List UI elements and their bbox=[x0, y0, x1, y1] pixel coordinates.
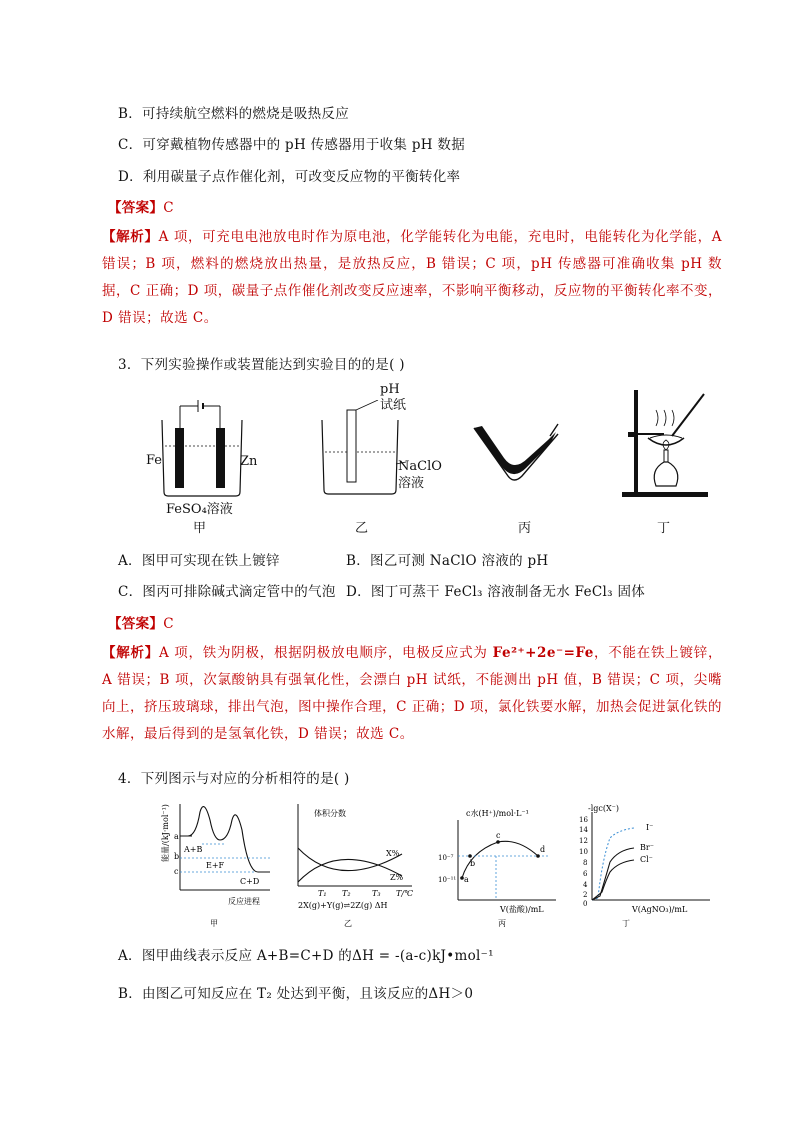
chart-yi-ylabel: 体积分数 bbox=[314, 809, 346, 818]
chart-jia-energy bbox=[144, 800, 284, 930]
chart-ding-ytick-12: 12 bbox=[579, 837, 588, 845]
chart-yi-tick-t1: T₁ bbox=[318, 889, 327, 898]
chart-bing-caption: 丙 bbox=[498, 919, 506, 928]
ph-label-line1: pH bbox=[380, 382, 400, 397]
chart-ding-ytick-10: 10 bbox=[579, 848, 588, 856]
chart-jia-label-b: b bbox=[174, 852, 180, 861]
q2-analysis bbox=[102, 224, 722, 332]
chart-yi-tick-t: T/℃ bbox=[396, 889, 413, 898]
chart-bing-point-a: a bbox=[464, 875, 469, 884]
chart-yi-volume bbox=[292, 800, 432, 930]
chart-bing-h-concentration bbox=[438, 800, 568, 930]
q3-option-c: C．图丙可排除碱式滴定管中的气泡 bbox=[118, 584, 336, 600]
chart-jia-caption: 甲 bbox=[210, 919, 218, 928]
q3-option-b: B．图乙可测 NaClO 溶液的 pH bbox=[346, 553, 549, 569]
q2-option-d: D．利用碳量子点作催化剂，可改变反应物的平衡转化率 bbox=[118, 169, 461, 185]
analysis-label: 【解析】 bbox=[102, 645, 159, 661]
q3-analysis bbox=[102, 640, 722, 748]
chart-yi-series-x: X% bbox=[386, 849, 400, 858]
chart-yi-reaction: 2X(g)+Y(g)⇌2Z(g) ΔH bbox=[298, 901, 388, 910]
analysis-text-2: ，不能在铁上镀锌，A 错误；B 项，次氯酸钠具有强氧化性，会漂白 pH 试纸，不能测出 pH 值，B 错误；C 项，尖嘴向上，挤压玻璃球，排出气泡，图中操作合理，C 正确；D 项，氯化铁要水解，加热会促进氯化铁的水解，最后得到的是氢氧化铁，D 错误；故选 C。 bbox=[102, 645, 723, 742]
q3-answer bbox=[108, 612, 174, 632]
q2-option-b: B．可持续航空燃料的燃烧是吸热反应 bbox=[118, 106, 350, 122]
caption-ding: 丁 bbox=[657, 521, 671, 536]
chart-bing-point-d: d bbox=[540, 845, 546, 854]
feso4-label: FeSO₄溶液 bbox=[166, 502, 233, 517]
chart-bing-ytick-7: 10⁻⁷ bbox=[438, 854, 454, 862]
q2-answer bbox=[108, 196, 174, 216]
answer-label: 【答案】 bbox=[108, 200, 164, 216]
chart-jia-label-cd: C+D bbox=[240, 877, 260, 886]
fe-label: Fe bbox=[146, 453, 163, 468]
chart-jia-ylabel: 能量/(kJ·mol⁻¹) bbox=[161, 804, 170, 862]
naclo-label bbox=[398, 458, 442, 492]
answer-label: 【答案】 bbox=[108, 616, 164, 632]
chart-yi-tick-t3: T₃ bbox=[372, 889, 381, 898]
chart-bing-ytick-11: 10⁻¹¹ bbox=[438, 876, 457, 884]
chart-ding-xlabel: V(AgNO₃)/mL bbox=[632, 905, 688, 914]
chart-ding-ytick-6: 6 bbox=[583, 870, 588, 878]
analysis-text: A 项，可充电电池放电时作为原电池，化学能转化为电能，充电时，电能转化为化学能，A 错误；B 项，燃料的燃烧放出热量，是放热反应，B 错误；C 项，pH 传感器可准确收集 pH 数据，C 正确；D 项，碳量子点作催化剂改变反应速率，不影响平衡移动，反应物的平衡转化率不变，D 错误；故选 C。 bbox=[102, 229, 722, 326]
caption-yi: 乙 bbox=[355, 521, 369, 536]
chart-ding-ytick-2: 2 bbox=[583, 891, 588, 899]
q4-option-a: A．图甲曲线表示反应 A+B=C+D 的ΔH = -(a-c)kJ•mol⁻¹ bbox=[118, 948, 494, 964]
figure-ding-evaporation bbox=[620, 388, 710, 500]
chart-bing-point-b: b bbox=[470, 859, 476, 868]
caption-jia: 甲 bbox=[193, 521, 207, 536]
q3-option-a: A．图甲可实现在铁上镀锌 bbox=[118, 553, 280, 569]
figure-bing-burette bbox=[470, 420, 560, 490]
q3-stem: 3．下列实验操作或装置能达到实验目的的是( ) bbox=[118, 357, 405, 373]
analysis-label: 【解析】 bbox=[102, 229, 159, 245]
chart-ding-ylabel: -lgc(X⁻) bbox=[588, 804, 620, 813]
zn-label: Zn bbox=[240, 454, 258, 469]
q4-option-b: B．由图乙可知反应在 T₂ 处达到平衡，且该反应的ΔH＞0 bbox=[118, 986, 474, 1002]
q3-option-d: D．图丁可蒸干 FeCl₃ 溶液制备无水 FeCl₃ 固体 bbox=[346, 584, 646, 600]
ph-label-line2: 试纸 bbox=[380, 398, 407, 413]
figure-yi-ph-test bbox=[320, 400, 410, 500]
electrode-equation: Fe²⁺+2e⁻=Fe bbox=[492, 645, 594, 661]
q4-stem: 4．下列图示与对应的分析相符的是( ) bbox=[118, 771, 350, 787]
chart-ding-ytick-0: 0 bbox=[583, 900, 588, 908]
chart-ding-ytick-16: 16 bbox=[579, 816, 588, 824]
chart-yi-series-z: Z% bbox=[390, 873, 404, 882]
chart-yi-tick-t2: T₂ bbox=[342, 889, 351, 898]
ph-label bbox=[380, 382, 406, 414]
q2-option-c: C．可穿戴植物传感器中的 pH 传感器用于收集 pH 数据 bbox=[118, 137, 466, 153]
answer-value: C bbox=[163, 200, 174, 216]
answer-value: C bbox=[163, 616, 174, 632]
chart-ding-caption: 丁 bbox=[622, 919, 630, 928]
chart-jia-label-ef: E+F bbox=[206, 861, 225, 870]
chart-ding-series-br: Br⁻ bbox=[640, 843, 654, 852]
chart-bing-xlabel: V(盐酸)/mL bbox=[500, 905, 544, 914]
chart-jia-label-c: c bbox=[174, 867, 179, 876]
chart-ding-series-cl: Cl⁻ bbox=[640, 855, 653, 864]
chart-bing-ylabel: c水(H⁺)/mol·L⁻¹ bbox=[466, 809, 529, 818]
chart-ding-ytick-14: 14 bbox=[579, 826, 588, 834]
chart-ding-ytick-8: 8 bbox=[583, 859, 588, 867]
chart-jia-xlabel: 反应进程 bbox=[228, 897, 260, 906]
chart-ding-titration bbox=[570, 800, 720, 930]
chart-jia-label-a: a bbox=[174, 832, 179, 841]
naclo-label-line2: 溶液 bbox=[398, 476, 425, 491]
chart-ding-series-i: I⁻ bbox=[646, 823, 654, 832]
analysis-text-1: A 项，铁为阴极，根据阴极放电顺序，电极反应式为 bbox=[158, 645, 493, 661]
chart-ding-ytick-4: 4 bbox=[583, 881, 588, 889]
naclo-label-line1: NaClO bbox=[398, 459, 442, 474]
chart-yi-caption: 乙 bbox=[344, 919, 352, 928]
caption-bing: 丙 bbox=[518, 521, 532, 536]
chart-jia-label-ab: A+B bbox=[184, 845, 203, 854]
chart-bing-point-c: c bbox=[496, 831, 501, 840]
